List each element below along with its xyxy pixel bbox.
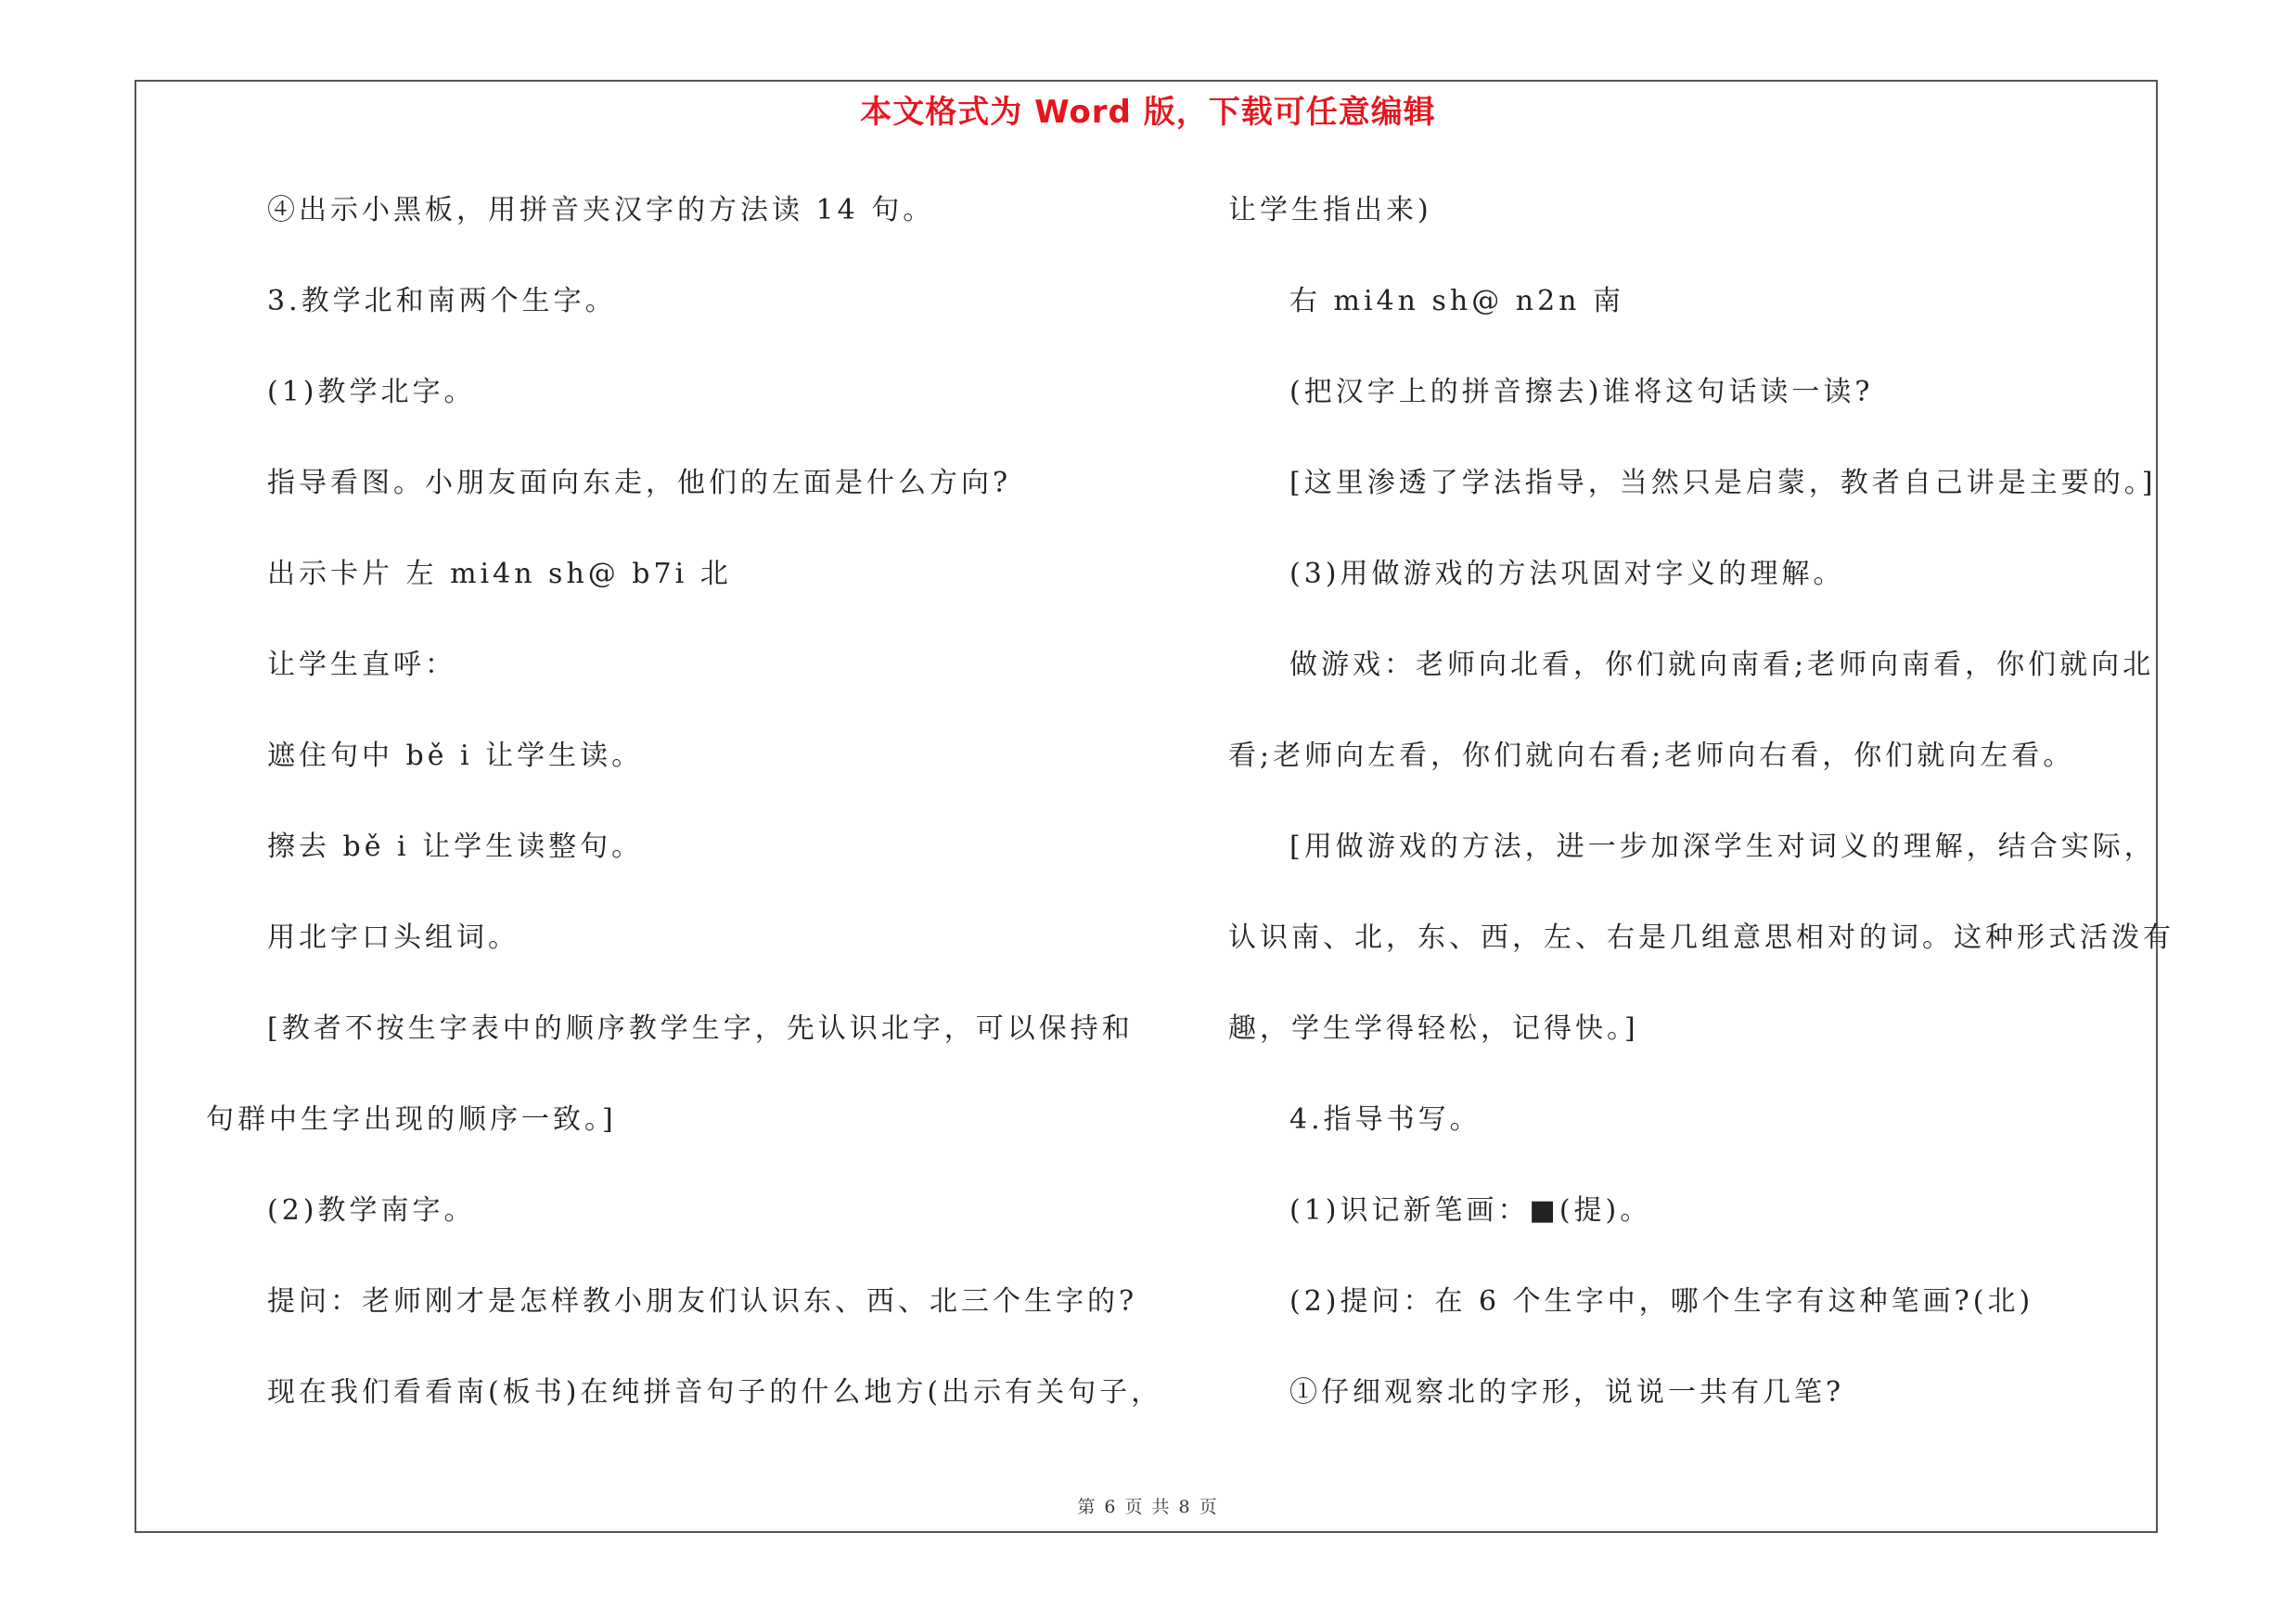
left-line-12: (2)教学南字。 [267,1194,476,1227]
right-line-11: 4.指导书写。 [1289,1103,1481,1136]
left-line-11: 句群中生字出现的顺序一致。] [206,1103,617,1136]
left-line-5: 出示卡片 左 mi4n sh@ b7i 北 [267,558,732,590]
right-line-10: 趣，学生学得轻松，记得快。] [1228,1012,1639,1045]
left-line-8: 擦去 bě i 让学生读整句。 [267,831,644,863]
left-line-3: (1)教学北字。 [267,376,476,408]
right-line-6: 做游戏：老师向北看，你们就向南看;老师向南看，你们就向北 [1289,649,2155,681]
left-line-2: 3.教学北和南两个生字。 [267,285,617,317]
right-line-5: (3)用做游戏的方法巩固对字义的理解。 [1289,558,1845,590]
right-line-2: 右 mi4n sh@ n2n 南 [1289,285,1625,317]
left-line-1: ④出示小黑板，用拼音夹汉字的方法读 14 句。 [267,194,935,226]
right-line-13: (2)提问：在 6 个生字中，哪个生字有这种笔画?(北) [1289,1285,2034,1318]
right-line-9: 认识南、北，东、西，左、右是几组意思相对的词。这种形式活泼有 [1228,921,2174,954]
right-line-1: 让学生指出来) [1228,194,1432,226]
header-title: 本文格式为 Word 版，下载可任意编辑 [860,94,1436,131]
right-line-4: [这里渗透了学法指导，当然只是启蒙，教者自己讲是主要的。] [1289,467,2157,499]
left-line-10: [教者不按生字表中的顺序教学生字，先认识北字，可以保持和 [267,1012,1134,1045]
left-line-4: 指导看图。小朋友面向东走，他们的左面是什么方向? [267,467,1012,499]
left-line-14: 现在我们看看南(板书)在纯拼音句子的什么地方(出示有关句子， [267,1376,1163,1409]
right-line-12: (1)识记新笔画：■(提)。 [1289,1194,1652,1227]
left-line-13: 提问：老师刚才是怎样教小朋友们认识东、西、北三个生字的? [267,1285,1138,1318]
right-line-8: [用做游戏的方法，进一步加深学生对词义的理解，结合实际， [1289,831,2156,863]
left-line-6: 让学生直呼： [267,649,456,681]
left-line-7: 遮住句中 bě i 让学生读。 [267,740,644,772]
page-number-footer: 第 6 页 共 8 页 [1077,1497,1219,1517]
left-line-9: 用北字口头组词。 [267,921,519,954]
right-line-14: ①仔细观察北的字形，说说一共有几笔? [1289,1376,1845,1409]
right-line-7: 看;老师向左看，你们就向右看;老师向右看，你们就向左看。 [1228,740,2075,772]
right-line-3: (把汉字上的拼音擦去)谁将这句话读一读? [1289,376,1874,408]
